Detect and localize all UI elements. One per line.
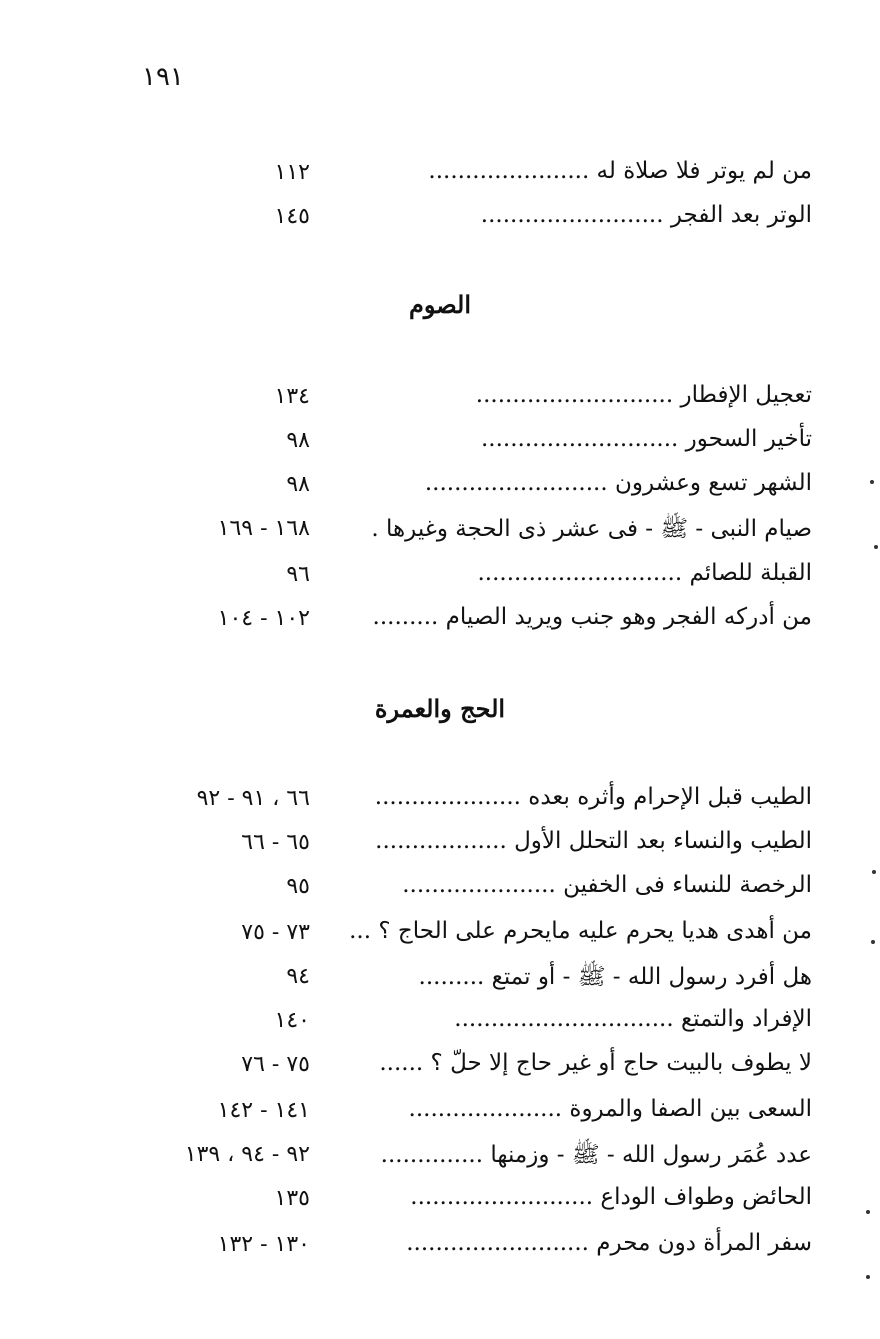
entry-title: الطيب قبل الإحرام وأثره بعده .................... <box>374 784 812 810</box>
toc-entry <box>100 426 812 466</box>
toc-entry <box>100 1184 812 1224</box>
scan-speck <box>866 1275 870 1279</box>
entry-pages: ٩٥ <box>286 874 310 899</box>
entry-title: الشهر تسع وعشرون ......................... <box>424 470 812 496</box>
entry-pages: ٧٥ - ٧٦ <box>241 1052 310 1077</box>
entry-pages: ٧٣ - ٧٥ <box>241 920 310 945</box>
scan-speck <box>870 480 874 484</box>
toc-entry <box>100 202 812 242</box>
entry-pages: ٩٢ - ٩٤ ، ١٣٩ <box>184 1142 310 1167</box>
entry-title: من لم يوتر فلا صلاة له ...................... <box>428 158 812 184</box>
entry-title: عدد عُمَر رسول الله - ﷺ - وزمنها .............. <box>380 1142 812 1168</box>
toc-entry <box>100 604 812 644</box>
entry-pages: ٩٨ <box>286 428 310 453</box>
toc-entry <box>100 158 812 198</box>
entry-pages: ٩٦ <box>286 562 310 587</box>
toc-entry <box>100 514 812 554</box>
entry-pages: ٦٦ ، ٩١ - ٩٢ <box>196 786 310 811</box>
entry-title: من أدركه الفجر وهو جنب ويريد الصيام ......... <box>372 604 812 630</box>
toc-entry <box>100 382 812 422</box>
toc-entry <box>100 1096 812 1136</box>
entry-title: هل أفرد رسول الله - ﷺ - أو تمتع ......... <box>418 964 812 990</box>
entry-pages: ٩٤ <box>286 964 310 989</box>
entry-pages: ٩٨ <box>286 472 310 497</box>
scan-speck <box>874 545 878 549</box>
entry-pages: ٦٥ - ٦٦ <box>241 830 310 855</box>
entry-title: الوتر بعد الفجر ......................... <box>480 202 812 228</box>
entry-title: السعى بين الصفا والمروة ..................... <box>408 1096 812 1122</box>
entry-title: صيام النبى - ﷺ - فى عشر ذى الحجة وغيرها . <box>371 516 812 542</box>
scan-speck <box>871 940 875 944</box>
toc-entry <box>100 560 812 600</box>
toc-entry <box>100 1006 812 1046</box>
section-heading-hajj: الحج والعمرة <box>374 694 506 723</box>
entry-title: تأخير السحور ........................... <box>480 426 812 452</box>
entry-pages: ١٣٤ <box>274 384 310 409</box>
entry-title: من أهدى هديا يحرم عليه مايحرم على الحاج ؟ ... <box>349 918 812 944</box>
scan-speck <box>866 1210 870 1214</box>
section-heading-fasting: الصوم <box>408 290 472 319</box>
entry-pages: ١٠٢ - ١٠٤ <box>217 606 310 631</box>
scan-speck <box>872 870 876 874</box>
entry-pages: ١٣٠ - ١٣٢ <box>217 1232 310 1257</box>
toc-entry <box>100 962 812 1002</box>
toc-entry <box>100 1050 812 1090</box>
entry-pages: ١٤١ - ١٤٢ <box>217 1098 310 1123</box>
entry-title: الطيب والنساء بعد التحلل الأول .................. <box>375 828 812 854</box>
toc-entry <box>100 828 812 868</box>
toc-entry <box>100 784 812 824</box>
entry-title: القبلة للصائم ............................ <box>477 560 812 586</box>
toc-entry <box>100 872 812 912</box>
entry-pages: ١٤٠ <box>274 1008 310 1033</box>
page-number: ١٩١ <box>142 62 184 92</box>
toc-entry <box>100 918 812 958</box>
toc-entry <box>100 1140 812 1180</box>
entry-title: الرخصة للنساء فى الخفين ..................... <box>402 872 812 898</box>
entry-title: تعجيل الإفطار ........................... <box>475 382 812 408</box>
entry-pages: ١٦٨ - ١٦٩ <box>217 516 310 541</box>
entry-title: الحائض وطواف الوداع ......................... <box>410 1184 812 1210</box>
entry-pages: ١٤٥ <box>274 204 310 229</box>
entry-pages: ١١٢ <box>274 160 310 185</box>
entry-title: سفر المرأة دون محرم ......................... <box>406 1230 812 1256</box>
toc-entry <box>100 470 812 510</box>
entry-title: الإفراد والتمتع .............................. <box>454 1006 812 1032</box>
toc-entry <box>100 1230 812 1270</box>
entry-pages: ١٣٥ <box>274 1186 310 1211</box>
entry-title: لا يطوف بالبيت حاج أو غير حاج إلا حلّ ؟ ...... <box>379 1050 812 1076</box>
